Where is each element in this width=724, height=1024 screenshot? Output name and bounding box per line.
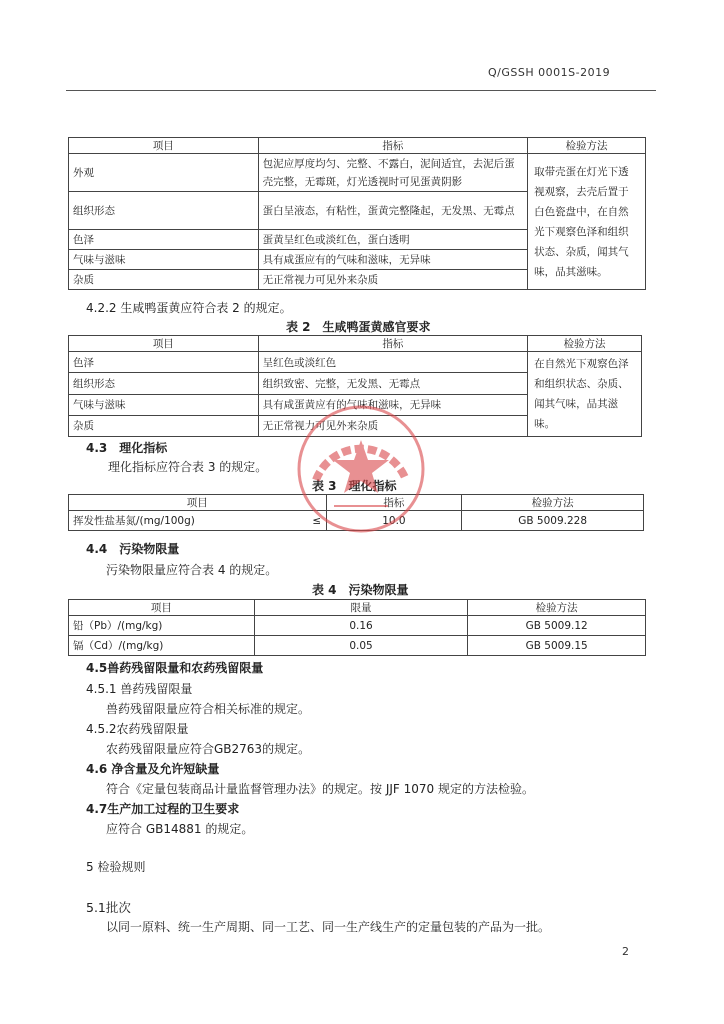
heading-5: 5 检验规则 — [86, 860, 146, 874]
column-header: 检验方法 — [468, 600, 646, 616]
table-row — [69, 636, 646, 656]
table-header-row — [69, 600, 646, 616]
column-header: 项目 — [69, 600, 255, 616]
item-cell: 组织形态 — [69, 373, 259, 394]
heading-4-6: 4.6 净含量及允许短缺量 — [86, 762, 220, 776]
heading-4-5-1: 4.5.1 兽药残留限量 — [86, 682, 193, 696]
table-row — [69, 352, 642, 373]
text-4-3: 理化指标应符合表 3 的规定。 — [108, 460, 268, 474]
heading-4-4: 4.4 污染物限量 — [86, 542, 180, 556]
spec-cell: 蛋黄呈红色或淡红色，蛋白透明 — [258, 230, 528, 250]
text-4-5-1: 兽药残留限量应符合相关标准的规定。 — [106, 702, 311, 716]
text-5-1: 以同一原料、统一生产周期、同一工艺、同一生产线生产的定量包装的产品为一批。 — [106, 920, 551, 934]
method-cell: 取带壳蛋在灯光下透视观察，去壳后置于白色瓷盘中，在自然光下观察色泽和组织状态、杂质，闻其气味，品其滋味。 — [528, 154, 646, 290]
item-cell: 镉（Cd）/(mg/kg) — [69, 636, 255, 656]
text-4-6: 符合《定量包装商品计量监督管理办法》的规定。按 JJF 1070 规定的方法检验。 — [106, 782, 534, 796]
table-contaminants — [68, 599, 646, 656]
spec-cell: 无正常视力可见外来杂质 — [258, 270, 528, 290]
column-header: 指标 — [326, 495, 462, 511]
value-cell: 10.0 — [326, 511, 462, 531]
heading-4-7: 4.7生产加工过程的卫生要求 — [86, 802, 240, 816]
text-4-5-2: 农药残留限量应符合GB2763的规定。 — [106, 742, 311, 756]
column-header: 检验方法 — [528, 138, 646, 154]
clause-4-2-2: 4.2.2 生咸鸭蛋黄应符合表 2 的规定。 — [86, 301, 292, 315]
document-code: Q/GSSH 0001S-2019 — [488, 66, 611, 79]
table2-caption: 表 2 生咸鸭蛋黄感官要求 — [286, 320, 431, 334]
item-cell: 色泽 — [69, 352, 259, 373]
column-header: 项目 — [69, 495, 327, 511]
method-cell: GB 5009.228 — [462, 511, 644, 531]
column-header: 指标 — [258, 138, 528, 154]
spec-cell: 无正常视力可见外来杂质 — [258, 415, 528, 436]
column-header: 检验方法 — [462, 495, 644, 511]
heading-4-3: 4.3 理化指标 — [86, 441, 168, 455]
item-cell: 杂质 — [69, 415, 259, 436]
item-cell: 挥发性盐基氮/(mg/100g) — [69, 511, 309, 531]
column-header: 检验方法 — [528, 336, 642, 352]
limit-cell: 0.16 — [254, 616, 468, 636]
table-row — [69, 616, 646, 636]
spec-cell: 具有咸蛋应有的气味和滋味，无异味 — [258, 250, 528, 270]
operator-cell: ≤ — [308, 511, 326, 531]
text-4-4: 污染物限量应符合表 4 的规定。 — [106, 563, 278, 577]
item-cell: 气味与滋味 — [69, 250, 259, 270]
heading-4-5: 4.5兽药残留限量和农药残留限量 — [86, 661, 264, 675]
spec-cell: 呈红色或淡红色 — [258, 352, 528, 373]
limit-cell: 0.05 — [254, 636, 468, 656]
heading-4-5-2: 4.5.2农药残留限量 — [86, 722, 189, 736]
company-seal — [294, 402, 428, 536]
page-number: 2 — [622, 945, 629, 958]
item-cell: 气味与滋味 — [69, 394, 259, 415]
table-header-row — [69, 138, 646, 154]
table4-caption: 表 4 污染物限量 — [312, 583, 409, 597]
method-cell: 在自然光下观察色泽和组织状态、杂质、闻其气味，品其滋味。 — [528, 352, 642, 437]
item-cell: 组织形态 — [69, 192, 259, 230]
method-cell: GB 5009.12 — [468, 616, 646, 636]
heading-5-1: 5.1批次 — [86, 900, 131, 915]
spec-cell: 蛋白呈液态，有粘性，蛋黄完整隆起，无发黑、无霉点 — [258, 192, 528, 230]
table-header-row — [69, 336, 642, 352]
spec-cell: 具有咸蛋黄应有的气味和滋味，无异味 — [258, 394, 528, 415]
spec-cell: 包泥应厚度均匀、完整、不露白，泥间适宜，去泥后蛋壳完整，无霉斑，灯光透视时可见蛋黄阴影 — [258, 154, 528, 192]
spec-cell: 组织致密、完整，无发黑、无霉点 — [258, 373, 528, 394]
table-egg-sensory — [68, 137, 646, 290]
item-cell: 铅（Pb）/(mg/kg) — [69, 616, 255, 636]
column-header: 项目 — [69, 138, 259, 154]
column-header: 项目 — [69, 336, 259, 352]
column-header: 限量 — [254, 600, 468, 616]
item-cell: 杂质 — [69, 270, 259, 290]
item-cell: 色泽 — [69, 230, 259, 250]
table3-caption: 表 3 理化指标 — [312, 479, 397, 493]
method-cell: GB 5009.15 — [468, 636, 646, 656]
column-header: 指标 — [258, 336, 528, 352]
table-row — [69, 154, 646, 192]
text-4-7: 应符合 GB14881 的规定。 — [106, 822, 254, 836]
item-cell: 外观 — [69, 154, 259, 192]
header-rule — [66, 90, 656, 91]
